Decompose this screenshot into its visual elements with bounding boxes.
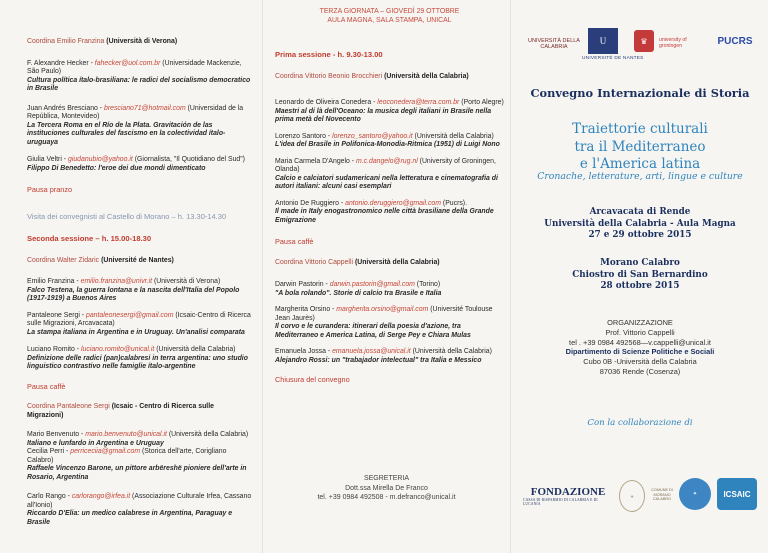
coordinator-line [275,259,504,268]
email-link[interactable]: carlorango@irfea.it [71,493,131,500]
visit-label: Visita dei convegnisti al Castello di Morano – h. 13.30-14.30 [27,211,227,221]
talk-title: Raffaele Vincenzo Barone, un pittore arbëreshë pioniere dell'arte in Rosario, Argentina [27,465,247,481]
panel-left [0,0,262,553]
coordinator-line [275,73,504,82]
venue-line: Arcavacata di Rende [589,207,691,217]
conference-title [511,121,768,174]
org-contact[interactable]: tel . +39 0984 492568—v.cappelli@unical.it [569,337,711,347]
email-link[interactable]: darwin.pastorin@gmail.com [329,281,415,288]
speaker-affil: (Icsaic-Centro di Ricerca sulle Migrazioni, Arcavacata) [27,311,251,327]
coord-label: Coordina [275,258,303,266]
secretariat-name: Dott.ssa Mirella De Franco [345,484,428,492]
email-link[interactable]: fahecker@uol.com.br [94,59,161,67]
coord-affil: (Università della Calabria) [354,258,440,266]
groningen-logo-text: university of groningen [659,37,687,49]
talk-title: Calcio e calciatori sudamericani nella letteratura e cinematografia di autori italiani: alcuni casi esemplari [275,174,498,190]
email-link[interactable]: pantaleonesergi@gmail.com [86,311,174,319]
collaboration-label: Con la collaborazione di [587,418,693,428]
speaker-affil: (Torino) [414,281,441,288]
speaker-entry [27,448,252,465]
org-address: Cubo 0B -Università della Calabria [583,357,697,367]
coordinator-line [27,257,252,266]
speaker-affil: (Università della Calabria) [410,348,492,355]
venue-line: Chiostro di San Bernardino [572,269,708,280]
coord-name: Emilio Franzina [56,38,105,45]
speaker-name: Emilio Franzina - [27,278,81,285]
email-link[interactable]: mario.benvenuto@unical.it [85,431,167,438]
coord-name: Walter Zidaric [56,256,100,264]
speaker-entry [275,200,504,209]
venue-date: 28 ottobre 2015 [600,281,680,291]
coord-label: Coordina [275,72,303,80]
venue-heading: AULA MAGNA, SALA STAMPA, UNICAL [327,16,452,24]
speaker-entry [275,281,504,290]
venue-morano [511,258,768,293]
email-link[interactable]: m.c.dangelo@rug.nl [355,157,418,165]
speaker-affil: (Associazione Culturale Irfea, Cassano all'Ionio) [27,493,252,509]
fondazione-logo [523,482,613,510]
speaker-name: Luciano Romito - [27,346,82,353]
talk-title: Definizione delle radici (pan)calabresi in terra argentina: uno studio linguistico contrastivo nelle famiglie ítalo-argentine [27,354,248,370]
speaker-affil: (Università di Verona) [152,278,221,285]
unical-logo [528,28,580,60]
talk-title: Il made in Italy enogastronomico nelle città brasiliane della Grande Emigrazione [275,208,494,224]
coord-label: Coordina [27,403,55,410]
coord-affil: (Icsaic - Centro di Ricerca sulle Migrazioni) [27,403,214,419]
coordinator-line [27,38,252,47]
email-link[interactable]: emanuela.jossa@unical.it [332,348,411,355]
org-city: 87036 Rende (Cosenza) [599,366,681,376]
speaker-affil: (University of Groningen, Olanda) [275,157,496,173]
coord-label: Coordina [27,256,55,264]
speaker-name: Margherita Orsino - [275,306,337,313]
speaker-affil: (Università della Calabria) [412,132,494,140]
groningen-logo [659,33,709,53]
email-link[interactable]: bresciano71@hotmail.com [104,104,186,112]
seal-icon: ✦ [679,478,711,510]
talk-title: Il corvo e le curandera: itinerari della poesia d'azione, tra Mediterraneo e America Latina, di Serge Pey e Chiara Mulas [275,323,471,339]
break-label: Pausa caffè [275,237,314,246]
panel-right [510,0,768,553]
comune-logo [647,484,677,506]
speaker-entry [27,156,252,165]
pucrs-logo [714,28,756,54]
nantes-logo [588,28,618,54]
talk-title: Alejandro Rossi: un "trabajador intelectual" tra Italia e Messico [275,356,482,364]
speaker-name: Lorenzo Santoro - [275,132,333,140]
morano-crest-icon: ⚜ [619,480,645,512]
day-heading: TERZA GIORNATA – GIOVEDÌ 29 OTTOBRE [319,8,460,15]
break-label: Pausa pranzo [27,185,73,194]
speaker-entry [27,431,252,440]
speaker-affil: (Storica dell'arte, Corigliano Calabro) [27,448,227,464]
speaker-entry [27,278,252,287]
speaker-affil: (Università della Calabria) [154,346,236,353]
secretariat-block [263,474,510,503]
talk-title: La stampa italiana in Argentina e in Uruguay. Un'analisi comparata [27,328,245,336]
speaker-entry [275,348,504,357]
speaker-name: Juan Andrés Bresciano - [27,104,104,112]
speaker-entry [27,312,252,329]
secretariat-contact: tel. +39 0984 492508 - m.defranco@unical.it [317,494,456,501]
partner-logos [526,28,756,64]
speaker-affil: (Università della Calabria) [166,431,249,438]
email-link[interactable]: giudanubio@yahoo.it [67,156,133,163]
speaker-entry [27,60,252,77]
email-link[interactable]: lorenzo_santoro@yahoo.it [332,132,413,140]
title-line: tra il Mediterraneo [574,138,706,155]
comune-text: COMUNE DI MORANO CALABRO [651,488,673,502]
email-link[interactable]: emilio.franzina@univr.it [80,278,153,285]
session-heading: Seconda sessione – h. 15.00-18.30 [27,234,152,243]
speaker-affil: (Université Toulouse Jean Jaurès) [275,306,493,322]
coord-name: Pantaleone Sergi [56,403,110,410]
talk-title: La Tercera Roma en el Río de la Plata. Gravitación de las instituciones culturales del fascismo en la colectividad ítalo-uruguaya [27,121,226,146]
speaker-affil: (Giornalista, "Il Quotidiano del Sud") [132,156,245,163]
break-label: Pausa caffè [27,381,66,391]
speaker-entry [27,493,252,510]
speaker-affil: (Pucrs). [440,199,468,207]
email-link[interactable]: luciano.romito@unical.it [81,346,155,353]
speaker-name: Antonio De Ruggiero - [275,199,346,207]
talk-title: Filippo Di Benedetto: l'eroe dei due mondi dimenticato [27,164,206,172]
talk-title: Falco Testena, la guerra lontana e la nascita dell'Italia del Popolo (1917-1919) a Buenos Aires [27,286,240,302]
speaker-name: Cecilia Perri - [27,448,71,455]
groningen-crest-icon: ♛ [634,30,654,52]
org-title: ORGANIZZAZIONE [607,318,673,327]
speaker-name: Darwin Pastorin - [275,281,330,288]
venue-date: 27 e 29 ottobre 2015 [588,230,692,240]
conference-type: Convegno Internazionale di Storia [530,86,750,100]
pucrs-logo-text: PUCRS [717,35,753,47]
fondazione-sub: CASSA DI RISPARMIO DI CALABRIA E DI LUCANIA [523,498,598,506]
talk-title: L'idea del Brasile in Polifonica-Monodia-Ritmica (1951) di Luigi Nono [275,141,500,148]
session-heading: Prima sessione - h. 9.30-13.00 [275,50,383,59]
title-line: e l'America latina [579,156,701,172]
conference-subtitle: Cronache, letterature, arti, lingue e culture [537,171,743,182]
email-link[interactable]: perriceciia@gmail.com [70,448,141,455]
sponsor-logos [523,478,759,518]
coord-affil: (Università di Verona) [106,38,178,45]
speaker-name: Emanuela Jossa - [275,348,333,355]
speaker-affil: (Universidad de la República, Montevideo) [27,104,244,120]
nantes-caption: UNIVERSITÉ DE NANTES [582,56,644,61]
talk-title: Maestri al di là dell'Oceano: la musica degli italiani in Brasile nella prima metà del Novecento [275,107,492,123]
nantes-logo-mark: U [599,36,607,46]
speaker-entry [275,99,504,108]
email-link[interactable]: antonio.deruggiero@gmail.com [345,199,441,207]
icsaic-text: ICSAIC [723,489,751,499]
speaker-entry [275,306,504,323]
speaker-name: Pantaleone Sergi - [27,311,86,319]
venue-rende [511,207,768,242]
venue-line: Università della Calabria - Aula Magna [544,218,736,229]
talk-title: Riccardo D'Elia: un medico calabrese in Argentina, Paraguay e Brasile [27,510,233,526]
speaker-affil: (Universidade Mackenzie, São Paulo) [27,59,242,75]
organization-block [511,318,768,377]
fondazione-name: FONDAZIONE [530,486,606,498]
coord-affil: (Università della Calabria) [384,72,469,80]
closing-label: Chiusura del convegno [275,375,350,384]
speaker-name: Giulia Veltri - [27,156,68,163]
speaker-entry [27,346,252,355]
speaker-entry [27,105,252,122]
coordinator-line [27,403,252,420]
org-name: Prof. Vittorio Cappelli [605,327,675,337]
speaker-entry [275,133,504,142]
coord-affil: (Université de Nantes) [101,256,174,264]
speaker-entry [275,158,504,175]
panel-middle [262,0,510,553]
speaker-affil: (Porto Alegre) [459,99,504,106]
coord-name: Vittorio Cappelli [304,258,354,266]
unical-logo-text: UNIVERSITÀ DELLA CALABRIA [528,38,580,50]
talk-title: Cultura política ítalo-brasiliana: le radici del socialismo democratico in Brasile [27,76,251,92]
speaker-name: Leonardo de Oliveira Conedera - [275,99,378,106]
icsaic-logo [717,478,757,510]
coord-label: Coordina [27,38,55,45]
title-line: Traiettorie culturali [572,121,708,137]
speaker-name: Mario Benvenuto - [27,431,86,438]
speaker-name: Carlo Rango - [27,493,72,500]
coord-name: Vittorio Beonio Brocchieri [304,72,383,80]
org-department: Dipartimento di Scienze Politiche e Sociali [565,347,715,357]
talk-title: Italiano e lunfardo in Argentina e Uruguay [27,439,164,447]
secretariat-title: SEGRETERIA [363,475,410,482]
speaker-name: Maria Carmela D'Angelo - [275,157,356,165]
venue-line: Morano Calabro [600,258,680,268]
email-link[interactable]: margherita.orsino@gmail.com [336,306,429,313]
speaker-name: F. Alexandre Hecker - [27,59,95,67]
talk-title: "A bola rolando". Storie di calcio tra Brasile e Italia [275,289,442,297]
email-link[interactable]: leoconedera@terra.com.br [377,99,460,106]
